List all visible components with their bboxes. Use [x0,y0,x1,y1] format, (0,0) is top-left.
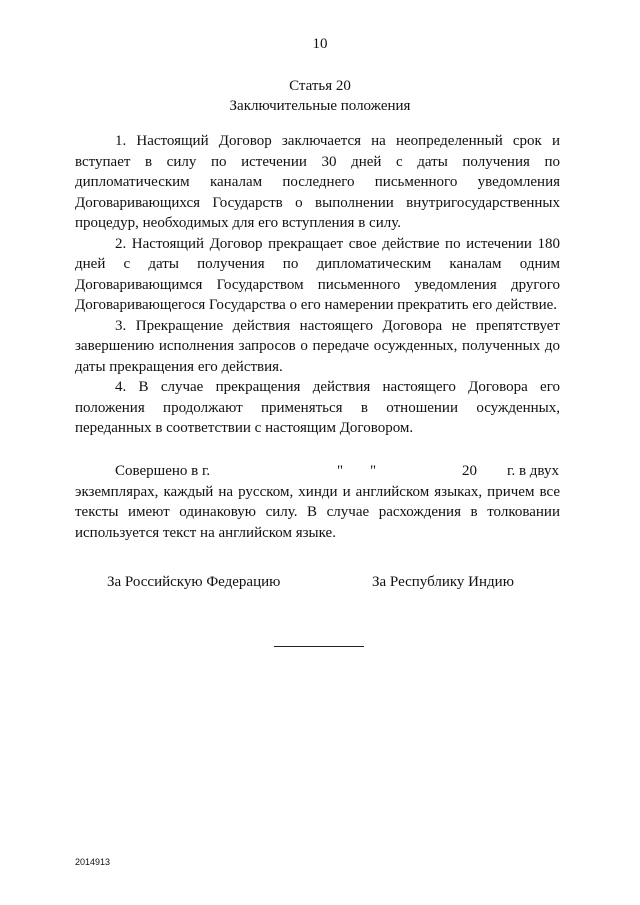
paragraph-1: 1. Настоящий Договор заключается на неопределенный срок и вступает в силу по истечении 30 дней с даты получения по дипломатическим каналам последнего письменного уведомления Договаривающихся Государств о выполнении внутригосударственных процедур, необходимых для его вступления в силу. [75,133,560,231]
paragraph-3: 3. Прекращение действия настоящего Договора не препятствует завершению исполнения запросов о передаче осужденных, полученных до даты прекращения его действия. [75,317,560,375]
quote-open: " [337,463,344,479]
article-subtitle: Заключительные положения [229,98,411,114]
year-prefix: 20 [462,463,477,479]
signature-india: За Республику Индию [372,574,514,590]
paragraph-2: 2. Настоящий Договор прекращает свое действие по истечении 180 дней с даты получения по дипломатическим каналам одним Договаривающимся Государством письменного уведомления другого Договаривающегося Государства о его намерении прекратить его действие. [75,235,560,313]
paragraph-4: 4. В случае прекращения действия настоящего Договора его положения продолжают применяться в отношении осужденных, переданных в соответствии с настоящим Договором. [75,379,560,436]
signature-russia: За Российскую Федерацию [107,574,281,590]
quote-close: " [370,463,377,479]
closing-clause [75,461,560,543]
document-code: 2014913 [75,857,111,867]
year-suffix: г. в двух [507,463,559,479]
article-body [75,131,560,439]
done-at-text: Совершено в г. [115,463,211,479]
article-title: Статья 20 [289,78,351,94]
closing-rest: экземплярах, каждый на русском, хинди и английском языках, причем все тексты имеют одинаковую силу. В случае расхождения в толковании используется текст на английском языке. [75,483,560,541]
page-number: 10 [312,36,328,52]
divider-line [274,646,364,647]
closing-first-line [75,461,560,482]
